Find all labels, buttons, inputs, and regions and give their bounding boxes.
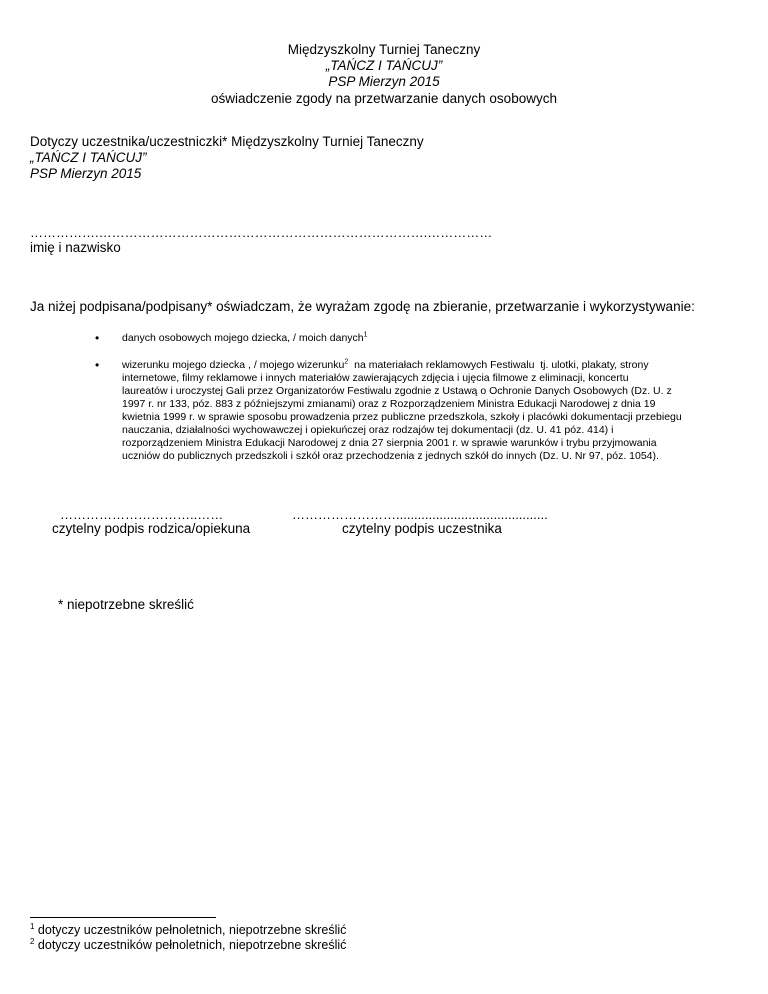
- intro-line-1: Dotyczy uczestnika/uczestniczki* Międzyszkolny Turniej Taneczny: [30, 134, 424, 149]
- list-item-2: wizerunku mojego dziecka , / mojego wizerunku$^2$ na materiałach reklamowych Festiwalu tj. ulotki, plakaty, strony internetowe, filmy reklamowe i innych materiałów zawierających zdjęcia i ujęcia filmowe z eliminacji, koncertu laureatów i uroczystej Gali przez Organizatorów Festiwalu zgodnie z Ustawą o Ochronie Danych Osobowych (Dz. U. z 1997 r. nr 133, póz. 883 z późniejszymi zmianami) oraz z Rozporządzeniem Ministra Edukacji Narodowej z dnia 19 kwietnia 1999 r. w sprawie sposobu prowadzenia przez publiczne przedszkola, szkoły i placówki dokumentacji przebiegu nauczania, działalności wychowawczej i opiekuńczej oraz rodzajów tej dokumentacji (dz. U. 41 póz. 414) i rozporządzeniem Ministra Edukacji Narodowej z dnia 27 sierpnia 2001 r. w sprawie warunków i trybu przyjmowania uczniów do publicznych przedszkoli i szkół oraz przechodzenia z jednych szkół do innych (Dz. U. Nr 97, póz. 1054).: [122, 358, 682, 462]
- participant-signature-dots: ……………………..........................................: [292, 507, 548, 522]
- header-line-2: „TAŃCZ I TAŃCUJ”: [325, 58, 443, 73]
- bullet-icon: •: [95, 331, 100, 345]
- declaration: Ja niżej podpisana/podpisany* oświadczam, że wyrażam zgodę na zbieranie, przetwarzanie i wykorzystywanie:: [30, 299, 695, 314]
- intro-line-2: „TAŃCZ I TAŃCUJ”: [30, 150, 147, 165]
- footnote-separator: [30, 917, 216, 918]
- participant-signature-label: czytelny podpis uczestnika: [342, 521, 502, 536]
- intro-line-3: PSP Mierzyn 2015: [30, 166, 142, 181]
- name-label: imię i nazwisko: [30, 240, 121, 255]
- footnote-2: $^2$ dotyczy uczestników pełnoletnich, niepotrzebne skreślić: [30, 936, 347, 952]
- header-line-1: Międzyszkolny Turniej Taneczny: [287, 42, 481, 57]
- parent-signature-dots: …………………………..……: [60, 507, 224, 522]
- header-line-4: oświadczenie zgody na przetwarzanie danych osobowych: [211, 91, 557, 106]
- name-dots: …………….………………………………………………………………….……………: [30, 225, 493, 240]
- footnote-1: $^1$ dotyczy uczestników pełnoletnich, niepotrzebne skreślić: [30, 921, 347, 937]
- parent-signature-label: czytelny podpis rodzica/opiekuna: [52, 521, 251, 536]
- list-item-1: danych osobowych mojego dziecka, / moich danych$^1$: [122, 331, 368, 344]
- header-line-3: PSP Mierzyn 2015: [328, 74, 440, 89]
- bullet-icon: •: [95, 358, 100, 372]
- note: * niepotrzebne skreślić: [58, 597, 194, 612]
